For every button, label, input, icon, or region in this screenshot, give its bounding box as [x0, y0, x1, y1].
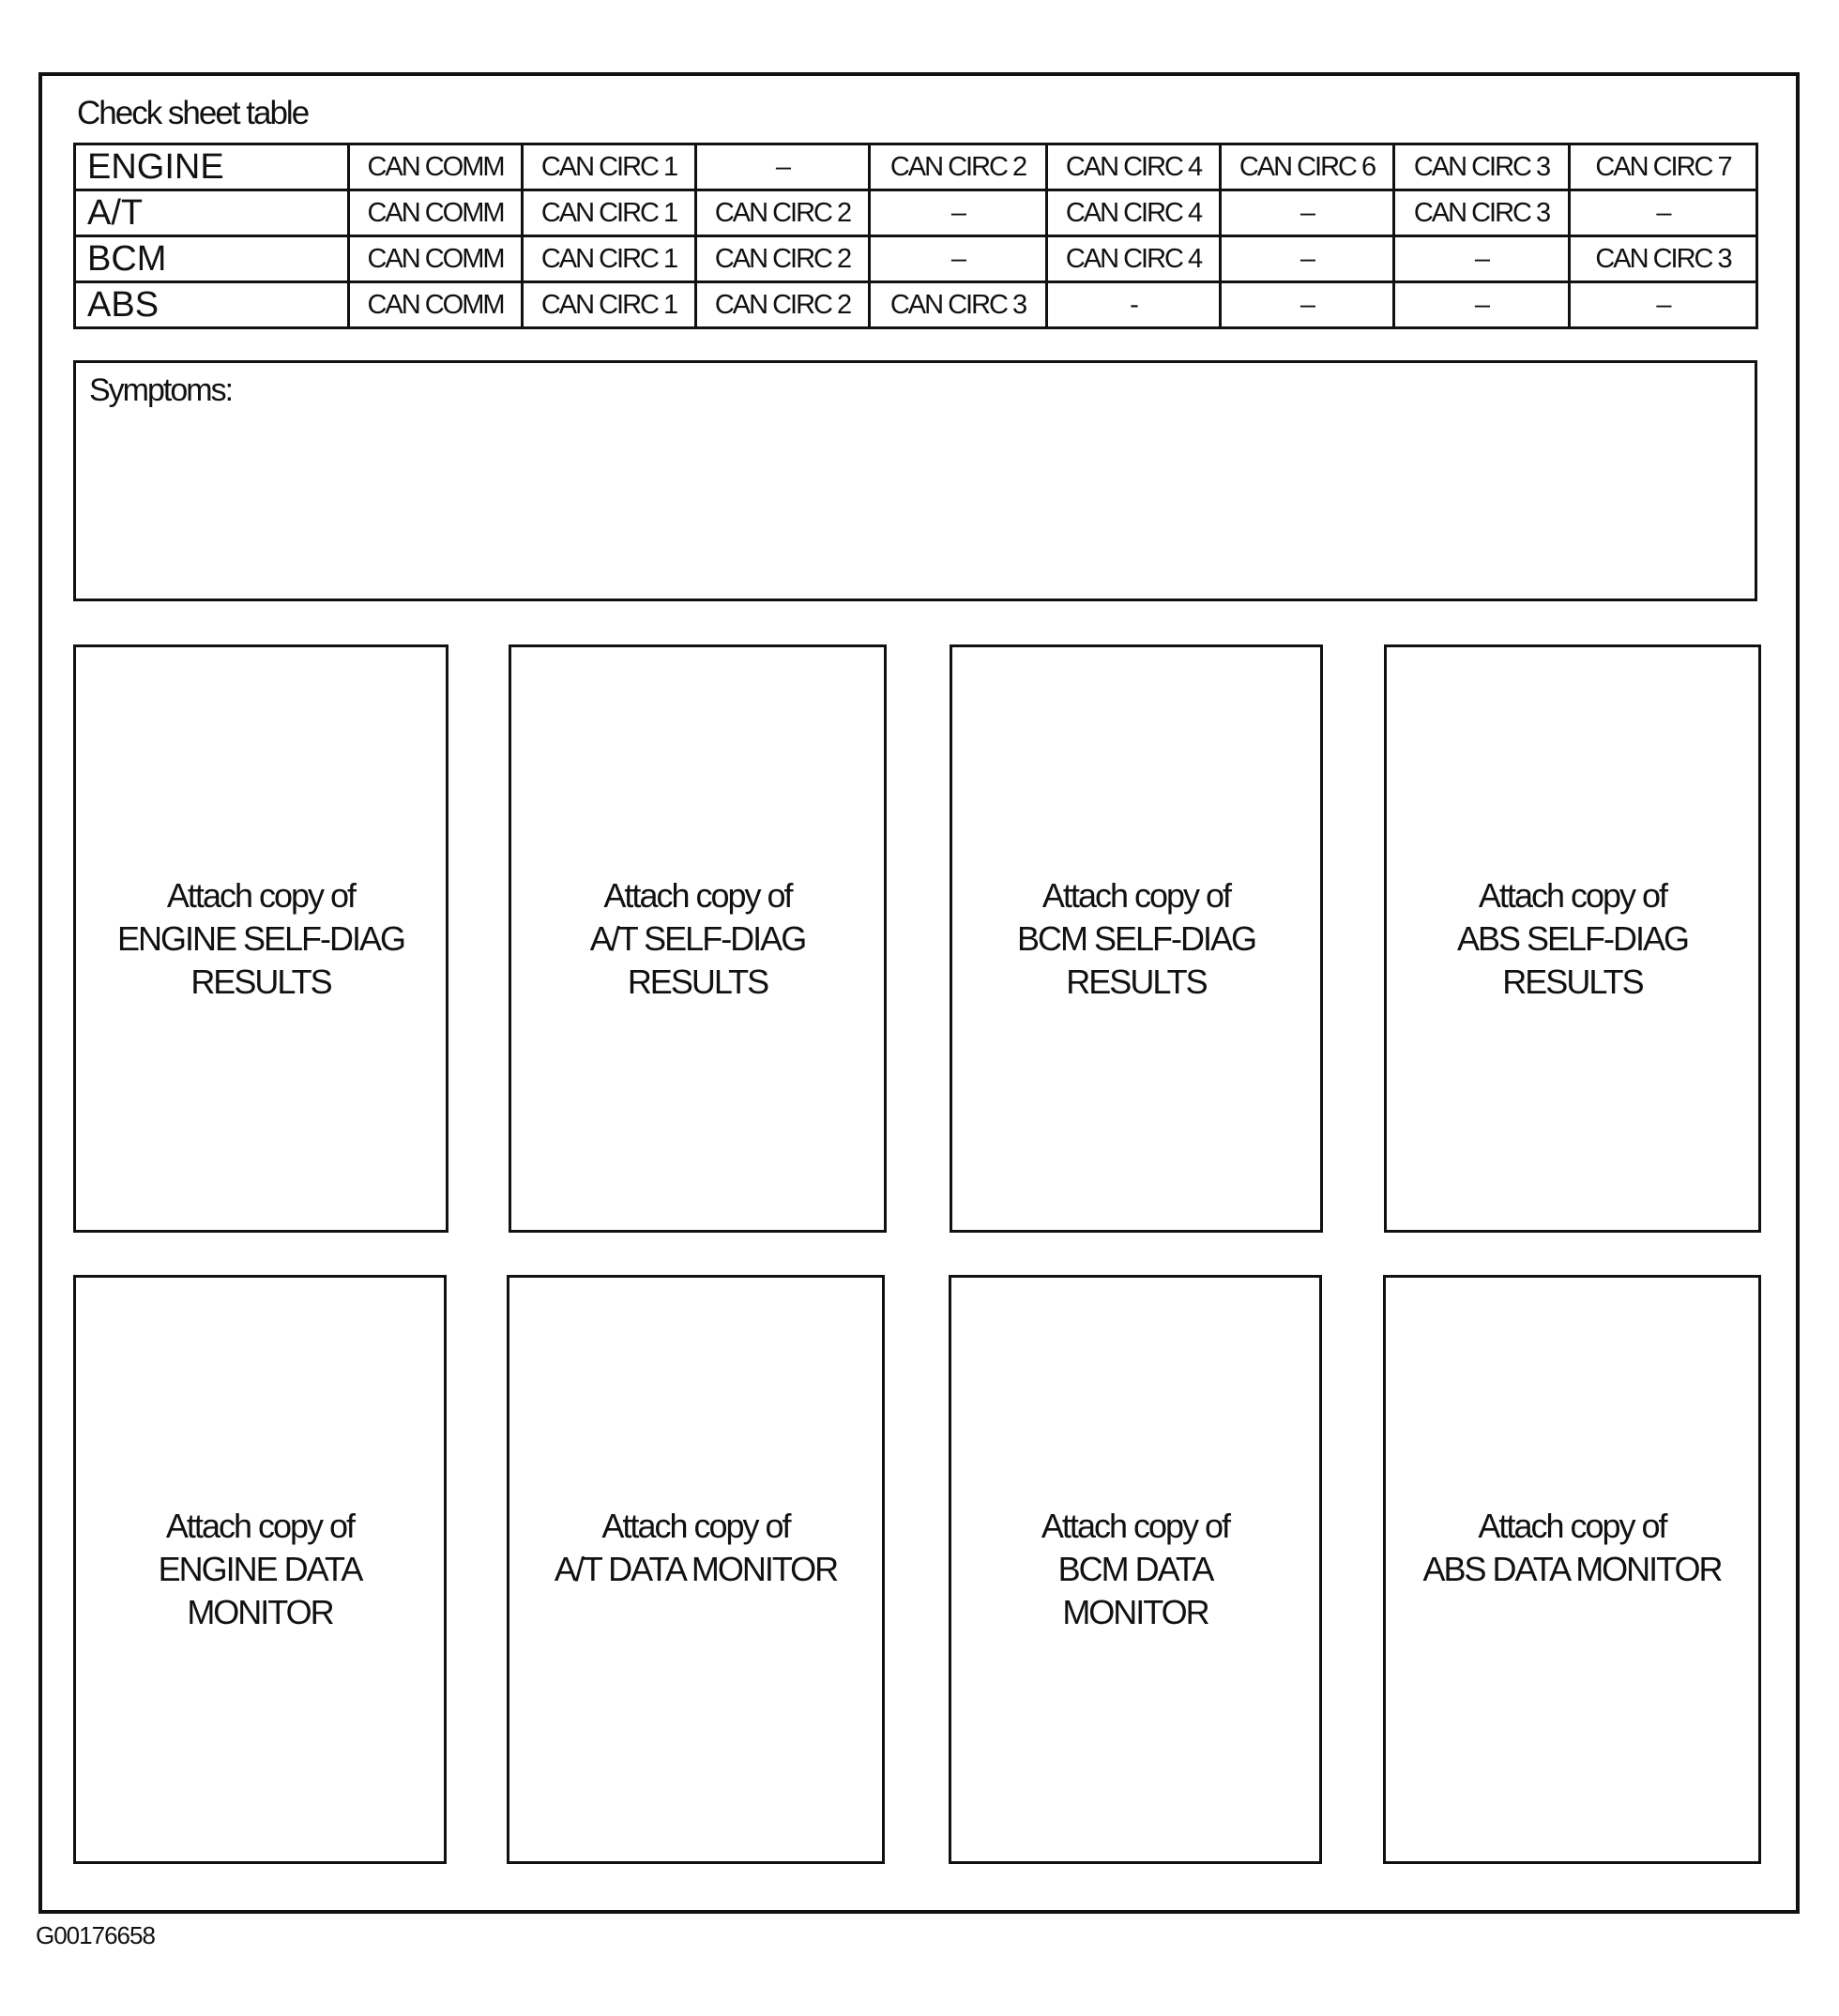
table-cell: CAN CIRC 2	[696, 236, 870, 282]
table-cell: –	[1394, 282, 1570, 328]
box-line: MONITOR	[1062, 1593, 1208, 1631]
table-cell: CAN CIRC 3	[1394, 190, 1570, 236]
abs-self-diag-box	[1384, 644, 1761, 1233]
box-line: ENGINE DATA	[158, 1550, 362, 1588]
table-cell: –	[1221, 282, 1394, 328]
box-line: RESULTS	[190, 962, 331, 1001]
table-cell: –	[870, 236, 1047, 282]
at-self-diag-box	[509, 644, 887, 1233]
box-line: BCM DATA	[1057, 1550, 1213, 1588]
engine-self-diag-box	[73, 644, 448, 1233]
box-line: MONITOR	[187, 1593, 333, 1631]
table-cell: –	[1221, 236, 1394, 282]
table-row-bcm	[75, 236, 1757, 282]
check-sheet-table	[73, 143, 1758, 329]
table-cell: CAN CIRC 3	[1570, 236, 1757, 282]
box-line: Attach copy of	[1478, 1507, 1666, 1545]
box-line: A/T SELF-DIAG	[589, 918, 806, 958]
box-line: RESULTS	[627, 962, 768, 1001]
table-cell: CAN CIRC 2	[870, 144, 1047, 190]
table-cell: CAN CIRC 1	[523, 236, 696, 282]
table-cell: –	[696, 144, 870, 190]
abs-data-monitor-box	[1383, 1275, 1761, 1864]
table-row-engine	[75, 144, 1757, 190]
row-label: ENGINE	[75, 144, 349, 190]
box-line: ABS DATA MONITOR	[1422, 1550, 1722, 1588]
table-cell: CAN COMM	[349, 190, 523, 236]
table-cell: –	[1394, 236, 1570, 282]
table-cell: –	[870, 190, 1047, 236]
box-line: Attach copy of	[603, 875, 792, 915]
table-cell: –	[1570, 190, 1757, 236]
table-row-abs	[75, 282, 1757, 328]
symptoms-label: Symptoms:	[89, 372, 233, 408]
table-cell: CAN COMM	[349, 282, 523, 328]
table-cell: CAN CIRC 4	[1047, 190, 1221, 236]
table-row-at	[75, 190, 1757, 236]
table-cell: –	[1221, 190, 1394, 236]
box-line: ENGINE SELF-DIAG	[116, 918, 405, 958]
box-line: Attach copy of	[165, 1507, 355, 1545]
table-cell: CAN COMM	[349, 236, 523, 282]
box-line: ABS SELF-DIAG	[1456, 918, 1689, 958]
table-cell: CAN CIRC 1	[523, 282, 696, 328]
box-line: A/T DATA MONITOR	[554, 1550, 838, 1588]
box-line: Attach copy of	[1041, 875, 1231, 915]
row-label: BCM	[75, 236, 349, 282]
at-data-monitor-box	[507, 1275, 885, 1864]
table-cell: CAN CIRC 3	[870, 282, 1047, 328]
table-cell: –	[1570, 282, 1757, 328]
box-line: Attach copy of	[166, 875, 356, 915]
row-label: A/T	[75, 190, 349, 236]
bcm-self-diag-box	[950, 644, 1323, 1233]
table-cell: CAN CIRC 4	[1047, 236, 1221, 282]
table-cell: CAN CIRC 2	[696, 190, 870, 236]
table-cell: CAN CIRC 2	[696, 282, 870, 328]
box-line: Attach copy of	[1041, 1507, 1230, 1545]
table-cell: CAN CIRC 7	[1570, 144, 1757, 190]
symptoms-box	[73, 360, 1757, 601]
table-cell: CAN COMM	[349, 144, 523, 190]
table-cell: CAN CIRC 3	[1394, 144, 1570, 190]
figure-code: G00176658	[36, 1921, 155, 1949]
box-line: Attach copy of	[1478, 875, 1667, 915]
box-line: RESULTS	[1502, 962, 1643, 1001]
box-line: RESULTS	[1066, 962, 1207, 1001]
table-cell: -	[1047, 282, 1221, 328]
table-cell: CAN CIRC 1	[523, 144, 696, 190]
table-cell: CAN CIRC 1	[523, 190, 696, 236]
table-cell: CAN CIRC 6	[1221, 144, 1394, 190]
check-sheet-title: Check sheet table	[77, 95, 309, 131]
bcm-data-monitor-box	[949, 1275, 1322, 1864]
box-line: Attach copy of	[601, 1507, 790, 1545]
table-cell: CAN CIRC 4	[1047, 144, 1221, 190]
row-label: ABS	[75, 282, 349, 328]
box-line: BCM SELF-DIAG	[1016, 918, 1256, 958]
engine-data-monitor-box	[73, 1275, 447, 1864]
